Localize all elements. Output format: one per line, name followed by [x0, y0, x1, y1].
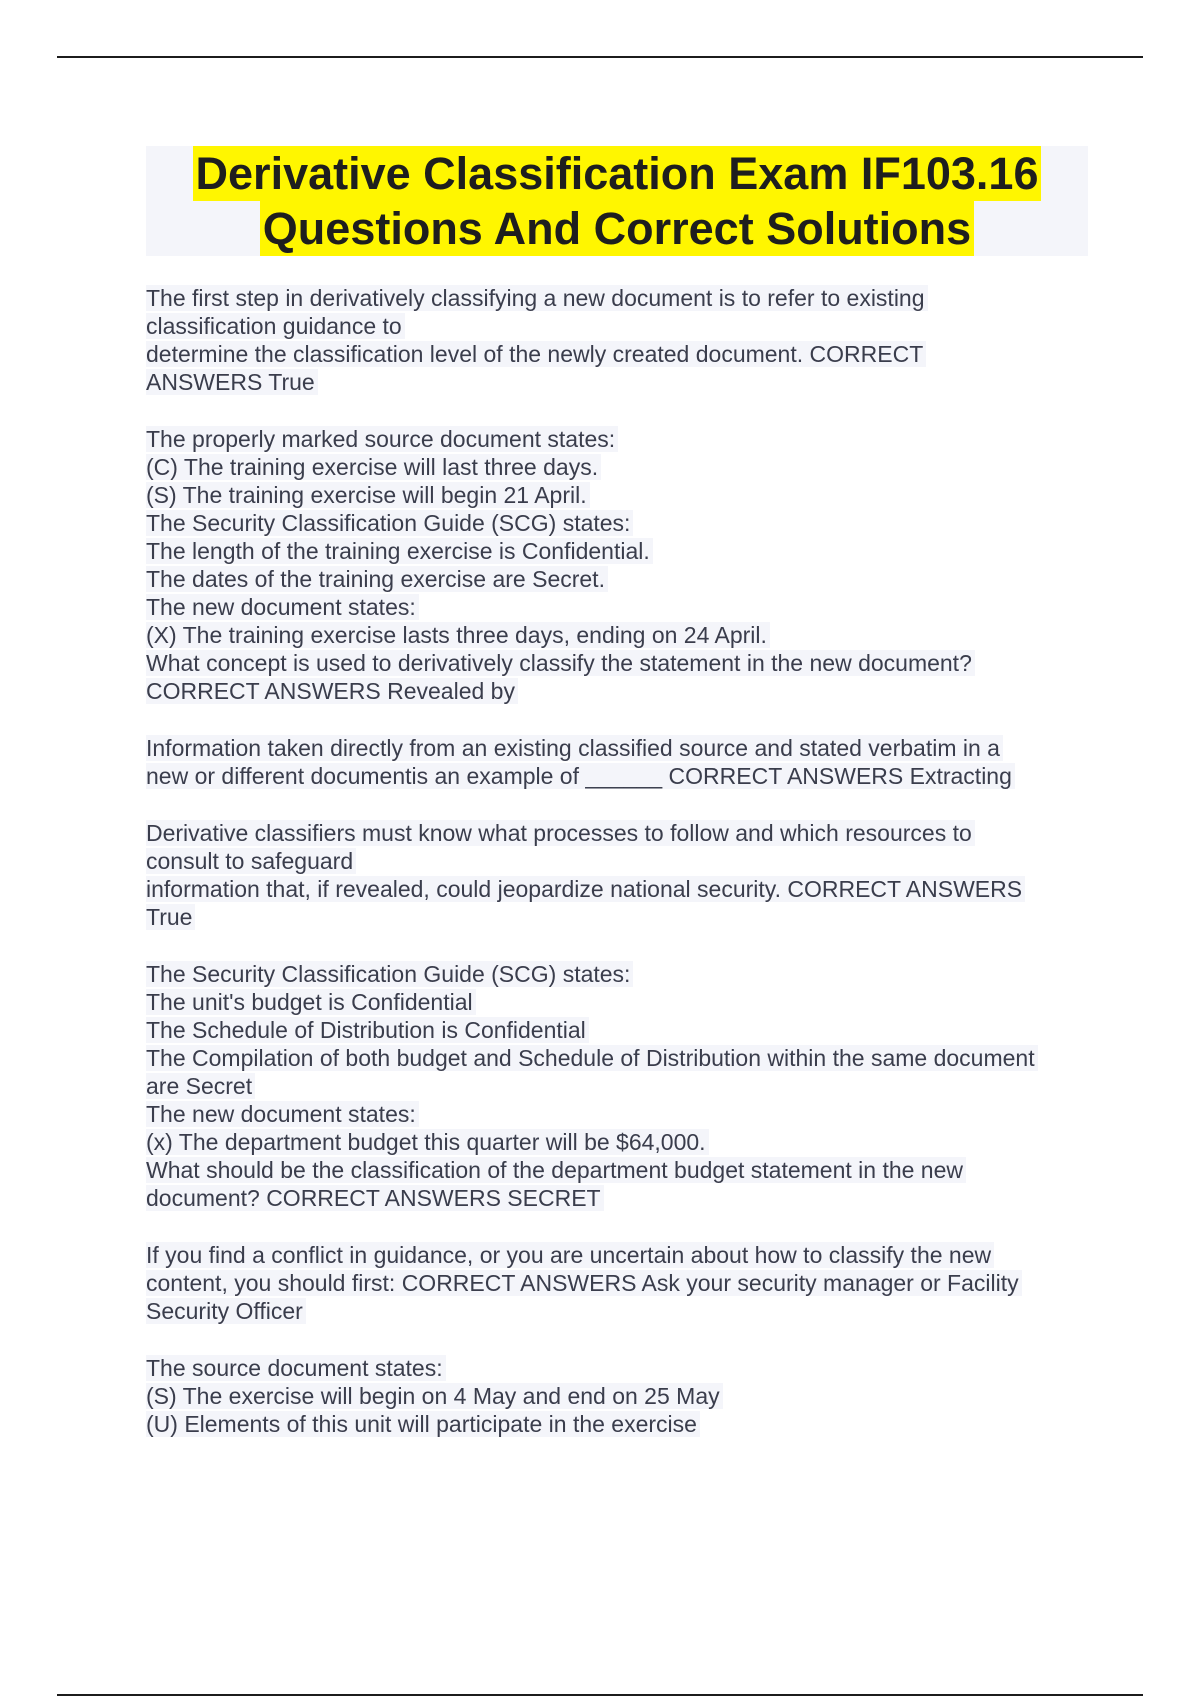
text-line-content: are Secret — [146, 1073, 255, 1099]
document-title — [146, 146, 1088, 256]
text-line-content: The Security Classification Guide (SCG) states: — [146, 961, 633, 987]
text-line-content: The first step in derivatively classifying a new document is to refer to existing — [146, 285, 928, 311]
question-block — [146, 284, 1090, 396]
title-line-2: Questions And Correct Solutions — [260, 201, 974, 256]
text-line-content: The unit's budget is Confidential — [146, 989, 476, 1015]
text-line-content: determine the classification level of the newly created document. CORRECT — [146, 341, 926, 367]
text-line — [146, 1382, 1090, 1410]
text-line — [146, 340, 1090, 368]
text-line — [146, 481, 1090, 509]
text-line-content: The properly marked source document states: — [146, 426, 618, 452]
text-line — [146, 453, 1090, 481]
text-line — [146, 1100, 1090, 1128]
question-block — [146, 425, 1090, 705]
text-line — [146, 284, 1090, 312]
title-line-1: Derivative Classification Exam IF103.16 — [193, 146, 1042, 201]
text-line-content: What concept is used to derivatively classify the statement in the new document? — [146, 650, 975, 676]
text-line-content: What should be the classification of the department budget statement in the new — [146, 1157, 966, 1183]
text-line — [146, 903, 1090, 931]
text-line — [146, 1269, 1090, 1297]
text-line — [146, 762, 1090, 790]
text-line-content: The new document states: — [146, 594, 419, 620]
text-line — [146, 1241, 1090, 1269]
text-line — [146, 649, 1090, 677]
text-line-content: The source document states: — [146, 1355, 446, 1381]
text-line — [146, 537, 1090, 565]
text-line-content: CORRECT ANSWERS Revealed by — [146, 678, 518, 704]
text-line — [146, 565, 1090, 593]
text-line-content: The Compilation of both budget and Schedule of Distribution within the same document — [146, 1045, 1038, 1071]
text-line — [146, 1044, 1090, 1072]
question-block — [146, 1241, 1090, 1325]
text-line — [146, 1410, 1090, 1438]
text-line — [146, 960, 1090, 988]
text-line-content: new or different documentis an example of ______ CORRECT ANSWERS Extracting — [146, 763, 1015, 789]
question-block — [146, 1354, 1090, 1438]
text-line — [146, 1016, 1090, 1044]
text-line — [146, 593, 1090, 621]
text-line — [146, 509, 1090, 537]
text-line-content: Derivative classifiers must know what processes to follow and which resources to — [146, 820, 975, 846]
text-line — [146, 312, 1090, 340]
question-block — [146, 960, 1090, 1212]
document-body — [146, 284, 1090, 1467]
text-line — [146, 677, 1090, 705]
text-line-content: (X) The training exercise lasts three days, ending on 24 April. — [146, 622, 770, 648]
text-line-content: (S) The exercise will begin on 4 May and end on 25 May — [146, 1383, 723, 1409]
text-line-content: If you find a conflict in guidance, or you are uncertain about how to classify the new — [146, 1242, 994, 1268]
text-line-content: The Security Classification Guide (SCG) states: — [146, 510, 633, 536]
top-rule — [57, 56, 1143, 58]
text-line-content: The length of the training exercise is Confidential. — [146, 538, 653, 564]
question-block — [146, 734, 1090, 790]
text-line-content: True — [146, 904, 195, 930]
bottom-rule — [57, 1694, 1143, 1696]
text-line — [146, 847, 1090, 875]
text-line — [146, 368, 1090, 396]
text-line — [146, 1297, 1090, 1325]
text-line-content: The dates of the training exercise are Secret. — [146, 566, 608, 592]
text-line-content: ANSWERS True — [146, 369, 318, 395]
text-line-content: classification guidance to — [146, 313, 405, 339]
text-line — [146, 988, 1090, 1016]
text-line-content: The Schedule of Distribution is Confidential — [146, 1017, 589, 1043]
text-line-content: (U) Elements of this unit will participate in the exercise — [146, 1411, 700, 1437]
text-line — [146, 1156, 1090, 1184]
text-line — [146, 1072, 1090, 1100]
text-line-content: The new document states: — [146, 1101, 419, 1127]
text-line — [146, 621, 1090, 649]
text-line — [146, 1354, 1090, 1382]
text-line-content: Security Officer — [146, 1298, 306, 1324]
text-line — [146, 1184, 1090, 1212]
question-block — [146, 819, 1090, 931]
text-line — [146, 425, 1090, 453]
text-line — [146, 734, 1090, 762]
text-line-content: (x) The department budget this quarter will be $64,000. — [146, 1129, 709, 1155]
text-line-content: Information taken directly from an existing classified source and stated verbatim in a — [146, 735, 1003, 761]
text-line-content: consult to safeguard — [146, 848, 356, 874]
text-line-content: (S) The training exercise will begin 21 April. — [146, 482, 590, 508]
text-line-content: content, you should first: CORRECT ANSWERS Ask your security manager or Facility — [146, 1270, 1022, 1296]
text-line-content: information that, if revealed, could jeopardize national security. CORRECT ANSWERS — [146, 876, 1025, 902]
text-line — [146, 875, 1090, 903]
text-line — [146, 819, 1090, 847]
text-line — [146, 1128, 1090, 1156]
text-line-content: (C) The training exercise will last three days. — [146, 454, 601, 480]
text-line-content: document? CORRECT ANSWERS SECRET — [146, 1185, 604, 1211]
